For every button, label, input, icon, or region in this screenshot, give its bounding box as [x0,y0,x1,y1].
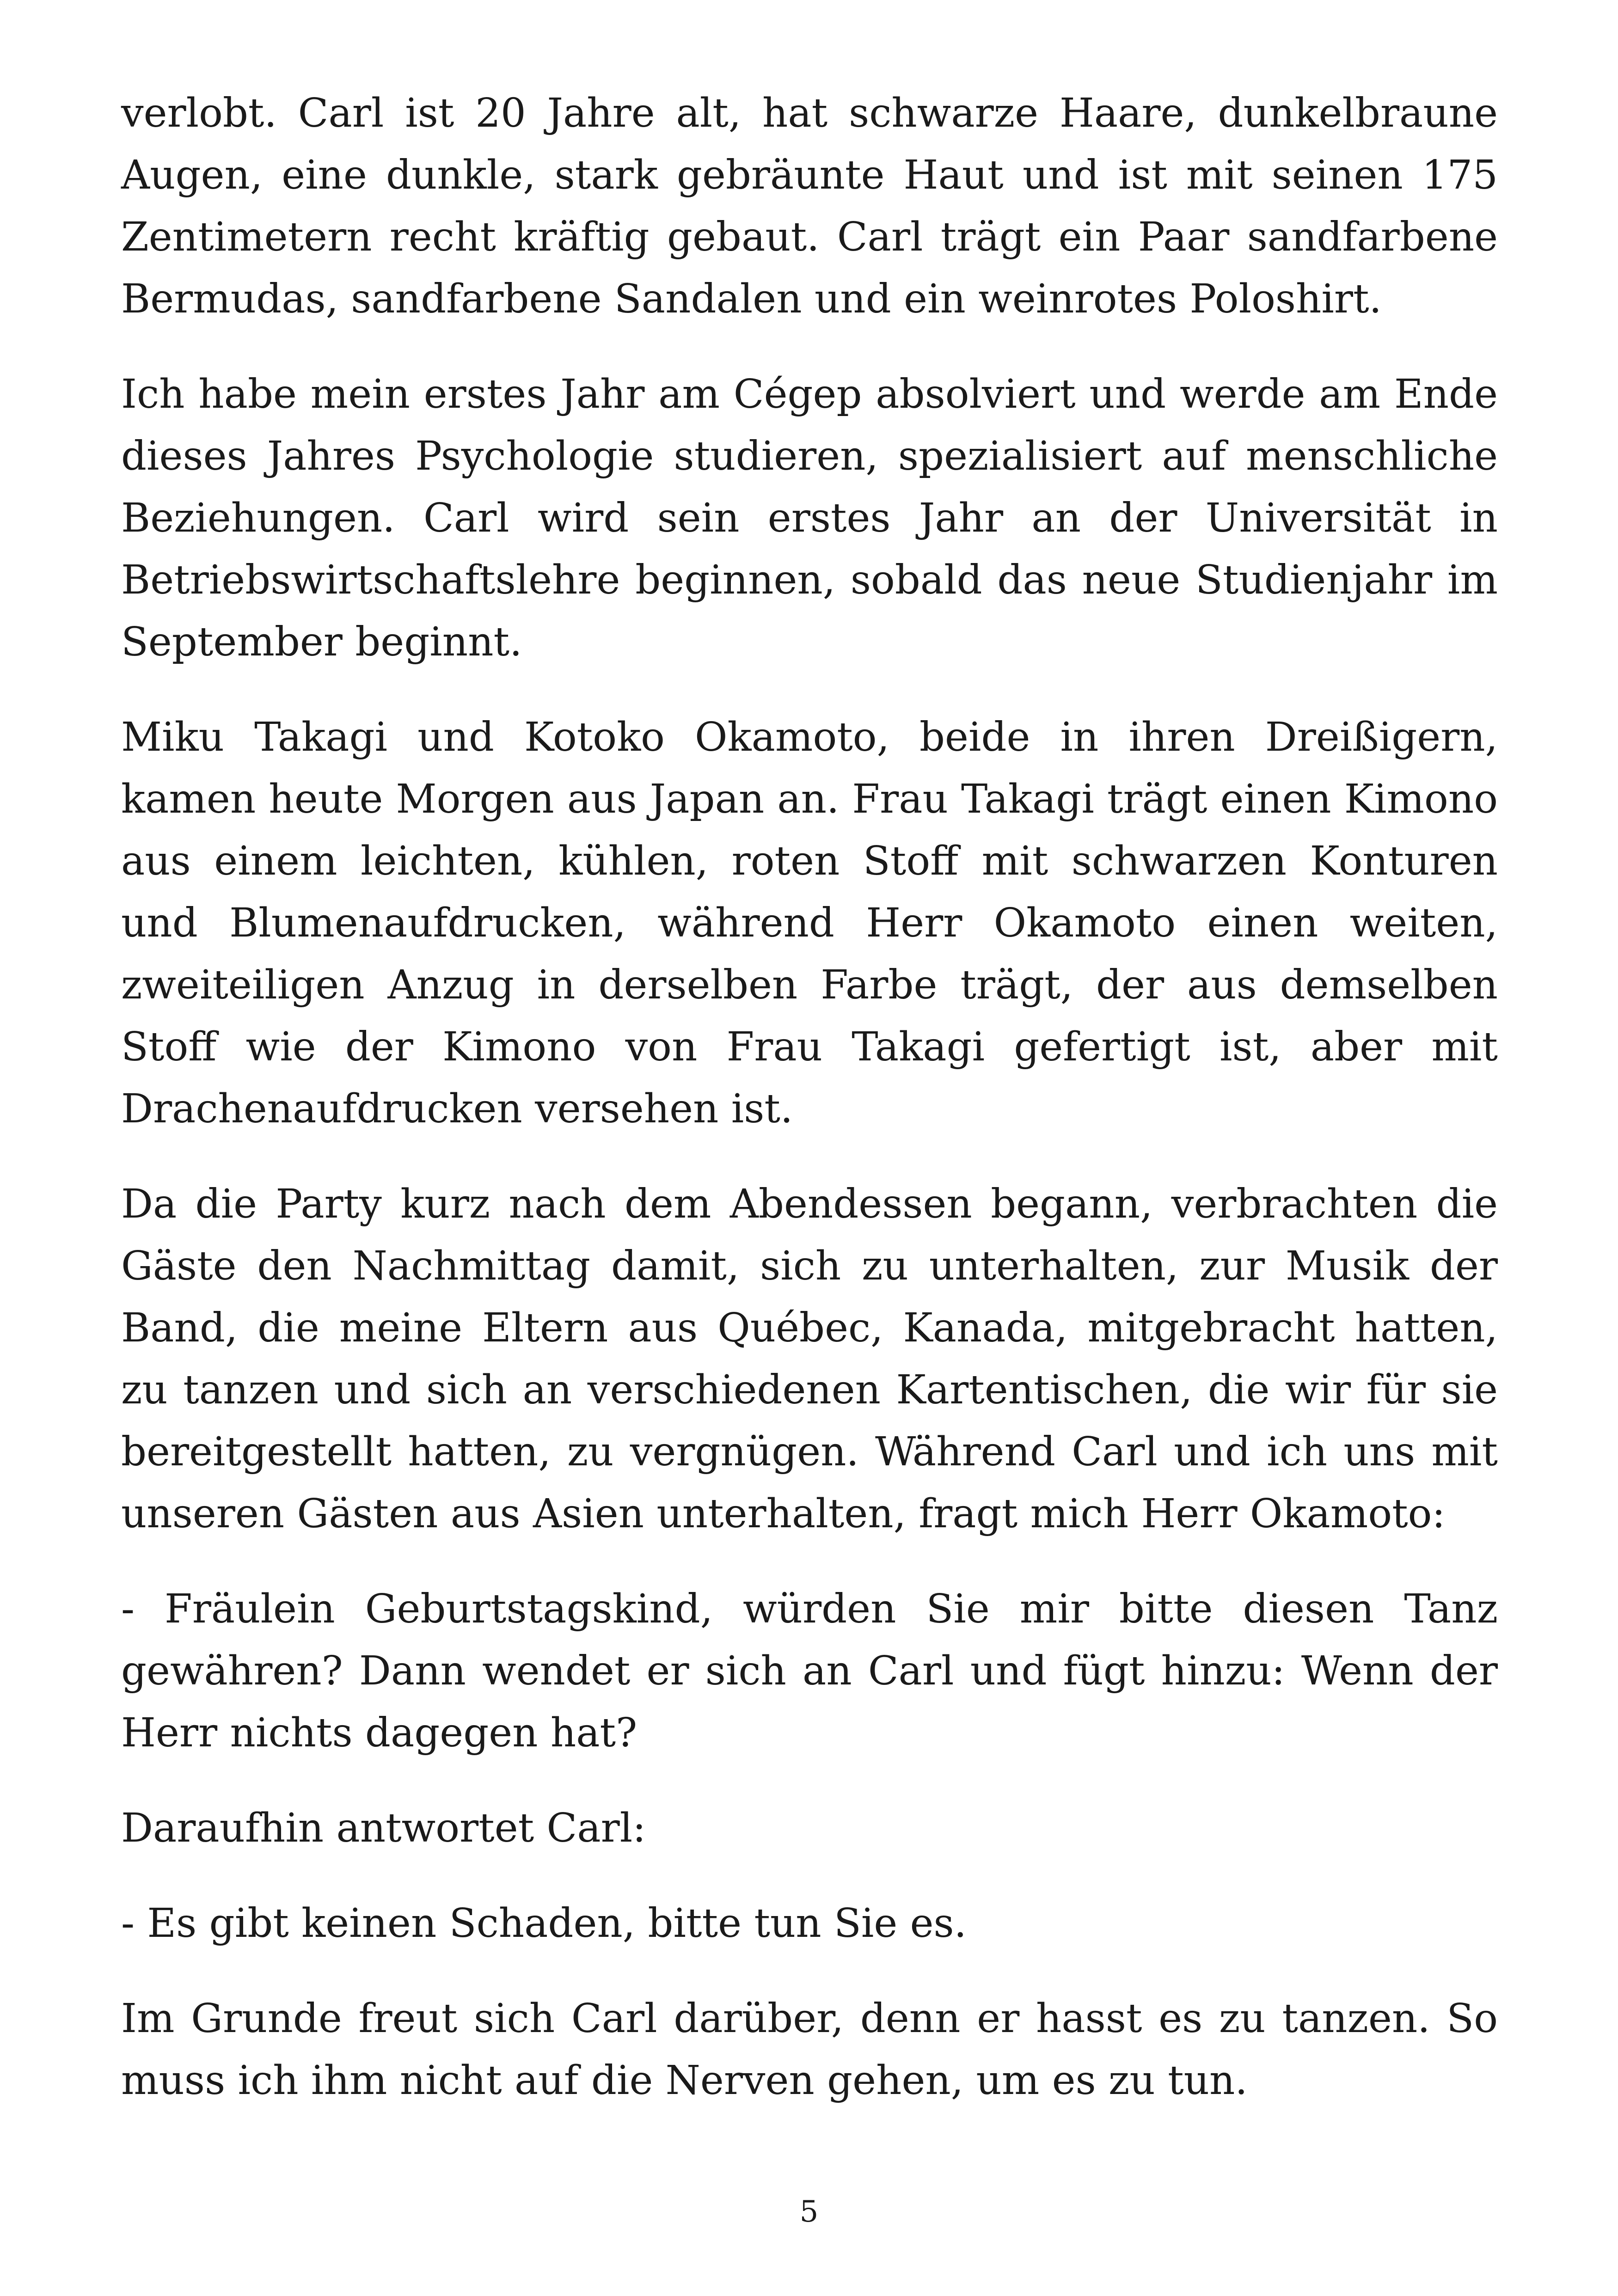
page-number: 5 [799,2195,819,2229]
paragraph: verlobt. Carl ist 20 Jahre alt, hat schwarze Haare, dunkelbraune Augen, eine dunkle, stark gebräunte Haut und ist mit seinen 175 Zentimetern recht kräftig gebaut. Carl trägt ein Paar sandfarbene Bermudas, sandfarbene Sandalen und ein weinrotes Poloshirt. [121,90,1498,322]
paragraph: Im Grunde freut sich Carl darüber, denn er hasst es zu tanzen. So muss ich ihm nicht auf die Nerven gehen, um es zu tun. [121,1996,1498,2104]
paragraph: Miku Takagi und Kotoko Okamoto, beide in ihren Dreißigern, kamen heute Morgen aus Japan an. Frau Takagi trägt einen Kimono aus einem leichten, kühlen, roten Stoff mit schwarzen Konturen und Blumenaufdrucken, während Herr Okamoto einen weiten, zweiteiligen Anzug in derselben Farbe trägt, der aus demselben Stoff wie der Kimono von Frau Takagi gefertigt ist, aber mit Drachenaufdrucken versehen ist. [121,714,1498,1132]
paragraph: - Fräulein Geburtstagskind, würden Sie mir bitte diesen Tanz gewähren? Dann wendet er sich an Carl und fügt hinzu: Wenn der Herr nichts dagegen hat? [121,1586,1498,1756]
paragraph: - Es gibt keinen Schaden, bitte tun Sie es. [121,1900,967,1947]
paragraph: Da die Party kurz nach dem Abendessen begann, verbrachten die Gäste den Nachmittag damit, sich zu unterhalten, zur Musik der Band, die meine Eltern aus Québec, Kanada, mitgebracht hatten, zu tanzen und sich an verschiedenen Kartentischen, die wir für sie bereitgestellt hatten, zu vergnügen. Während Carl und ich uns mit unseren Gästen aus Asien unterhalten, fragt mich Herr Okamoto: [121,1181,1498,1537]
paragraph: Daraufhin antwortet Carl: [121,1805,646,1851]
document-body [121,82,1498,2145]
paragraph: Ich habe mein erstes Jahr am Cégep absolviert und werde am Ende dieses Jahres Psychologie studieren, spezialisiert auf menschliche Beziehungen. Carl wird sein erstes Jahr an der Universität in Betriebswirtschaftslehre beginnen, sobald das neue Studienjahr im September beginnt. [121,371,1498,665]
